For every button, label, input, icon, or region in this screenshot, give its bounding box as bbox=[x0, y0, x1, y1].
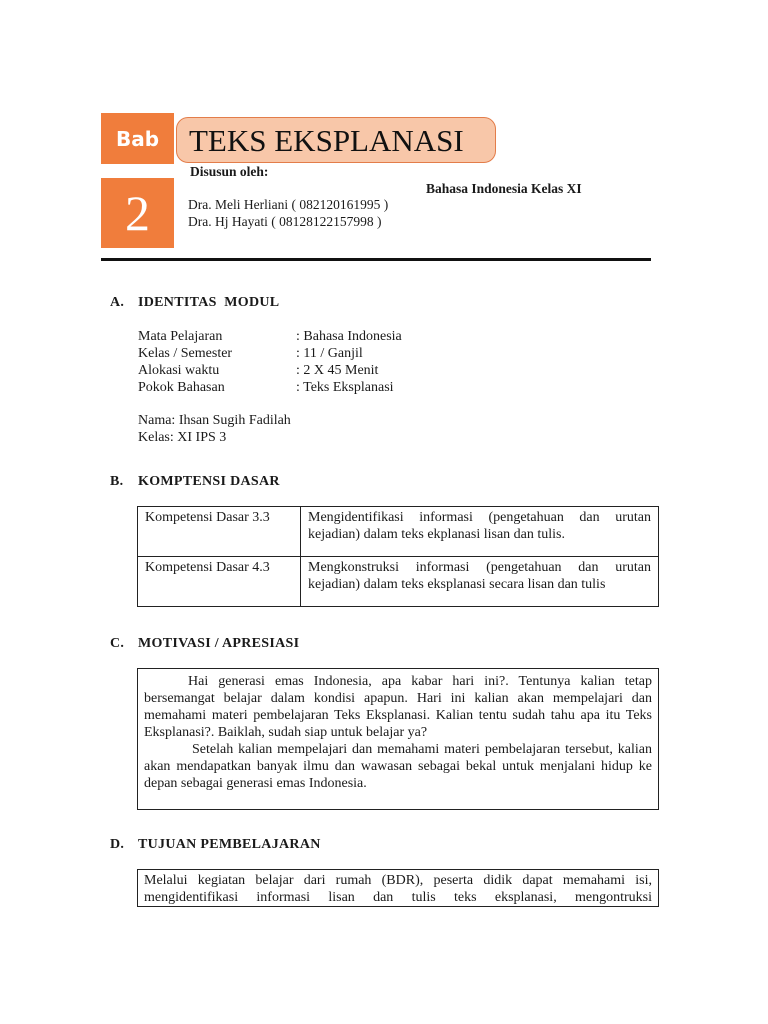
section-c-letter: C. bbox=[110, 636, 125, 651]
module-value-time: : 2 X 45 Menit bbox=[296, 363, 379, 378]
module-label-subject: Mata Pelajaran bbox=[138, 329, 223, 344]
module-value-topic: : Teks Eksplanasi bbox=[296, 380, 394, 395]
section-d-title: TUJUAN PEMBELAJARAN bbox=[138, 837, 321, 852]
module-value-class: : 11 / Ganjil bbox=[296, 346, 363, 361]
module-label-class: Kelas / Semester bbox=[138, 346, 233, 361]
motivation-box bbox=[137, 668, 659, 810]
module-label-time: Alokasi waktu bbox=[138, 363, 220, 378]
composed-by-label: Disusun oleh: bbox=[190, 164, 269, 179]
document-title: TEKS EKSPLANASI bbox=[176, 117, 496, 163]
learning-objective-box bbox=[137, 869, 659, 907]
competency-code: Kompetensi Dasar 4.3 bbox=[138, 557, 301, 607]
section-b-title: KOMPTENSI DASAR bbox=[138, 474, 280, 489]
module-value-subject: : Bahasa Indonesia bbox=[296, 329, 402, 344]
header-divider bbox=[101, 258, 651, 261]
chapter-number-badge: 2 bbox=[101, 178, 174, 248]
competency-code: Kompetensi Dasar 3.3 bbox=[138, 507, 301, 557]
student-class: Kelas: XI IPS 3 bbox=[138, 430, 227, 445]
student-name: Nama: Ihsan Sugih Fadilah bbox=[138, 413, 291, 428]
section-a-letter: A. bbox=[110, 295, 125, 310]
learning-objective-text: Melalui kegiatan belajar dari rumah (BDR), peserta didik dapat memahami isi, mengidentifikasi informasi lisan dan tulis teks eksplanasi, mengontruksi bbox=[144, 873, 652, 905]
author-2: Dra. Hj Hayati ( 08128122157998 ) bbox=[188, 214, 382, 229]
motivation-paragraph-2: Setelah kalian mempelajari dan memahami materi pembelajaran tersebut, kalian akan mendapatkan banyak ilmu dan wawasan sebagai bekal untuk menjalani hidup ke depan sebagai generasi emas Indonesia. bbox=[144, 742, 652, 791]
section-d-letter: D. bbox=[110, 837, 125, 852]
competency-table bbox=[137, 506, 659, 607]
motivation-paragraph-1: Hai generasi emas Indonesia, apa kabar hari ini?. Tentunya kalian tetap bersemangat belajar dalam kondisi apapun. Hari ini kalian akan mempelajari dan memahami materi pembelajaran Teks Eksplanasi. Kalian tentu sudah tahu apa itu Teks Eksplanasi?. Baiklah, sudah siap untuk belajar ya? bbox=[144, 674, 652, 740]
author-1: Dra. Meli Herliani ( 082120161995 ) bbox=[188, 197, 389, 212]
subject-class-label: Bahasa Indonesia Kelas XI bbox=[426, 181, 582, 196]
chapter-label-badge: Bab bbox=[101, 113, 174, 164]
table-row bbox=[138, 507, 659, 557]
competency-description: Mengidentifikasi informasi (pengetahuan dan urutan kejadian) dalam teks ekplanasi lisan dan tulis. bbox=[301, 507, 659, 557]
section-b-letter: B. bbox=[110, 474, 124, 489]
section-a-title: IDENTITAS MODUL bbox=[138, 295, 280, 310]
table-row bbox=[138, 557, 659, 607]
module-label-topic: Pokok Bahasan bbox=[138, 380, 225, 395]
competency-description: Mengkonstruksi informasi (pengetahuan dan urutan kejadian) dalam teks eksplanasi secara lisan dan tulis bbox=[301, 557, 659, 607]
section-c-title: MOTIVASI / APRESIASI bbox=[138, 636, 300, 651]
